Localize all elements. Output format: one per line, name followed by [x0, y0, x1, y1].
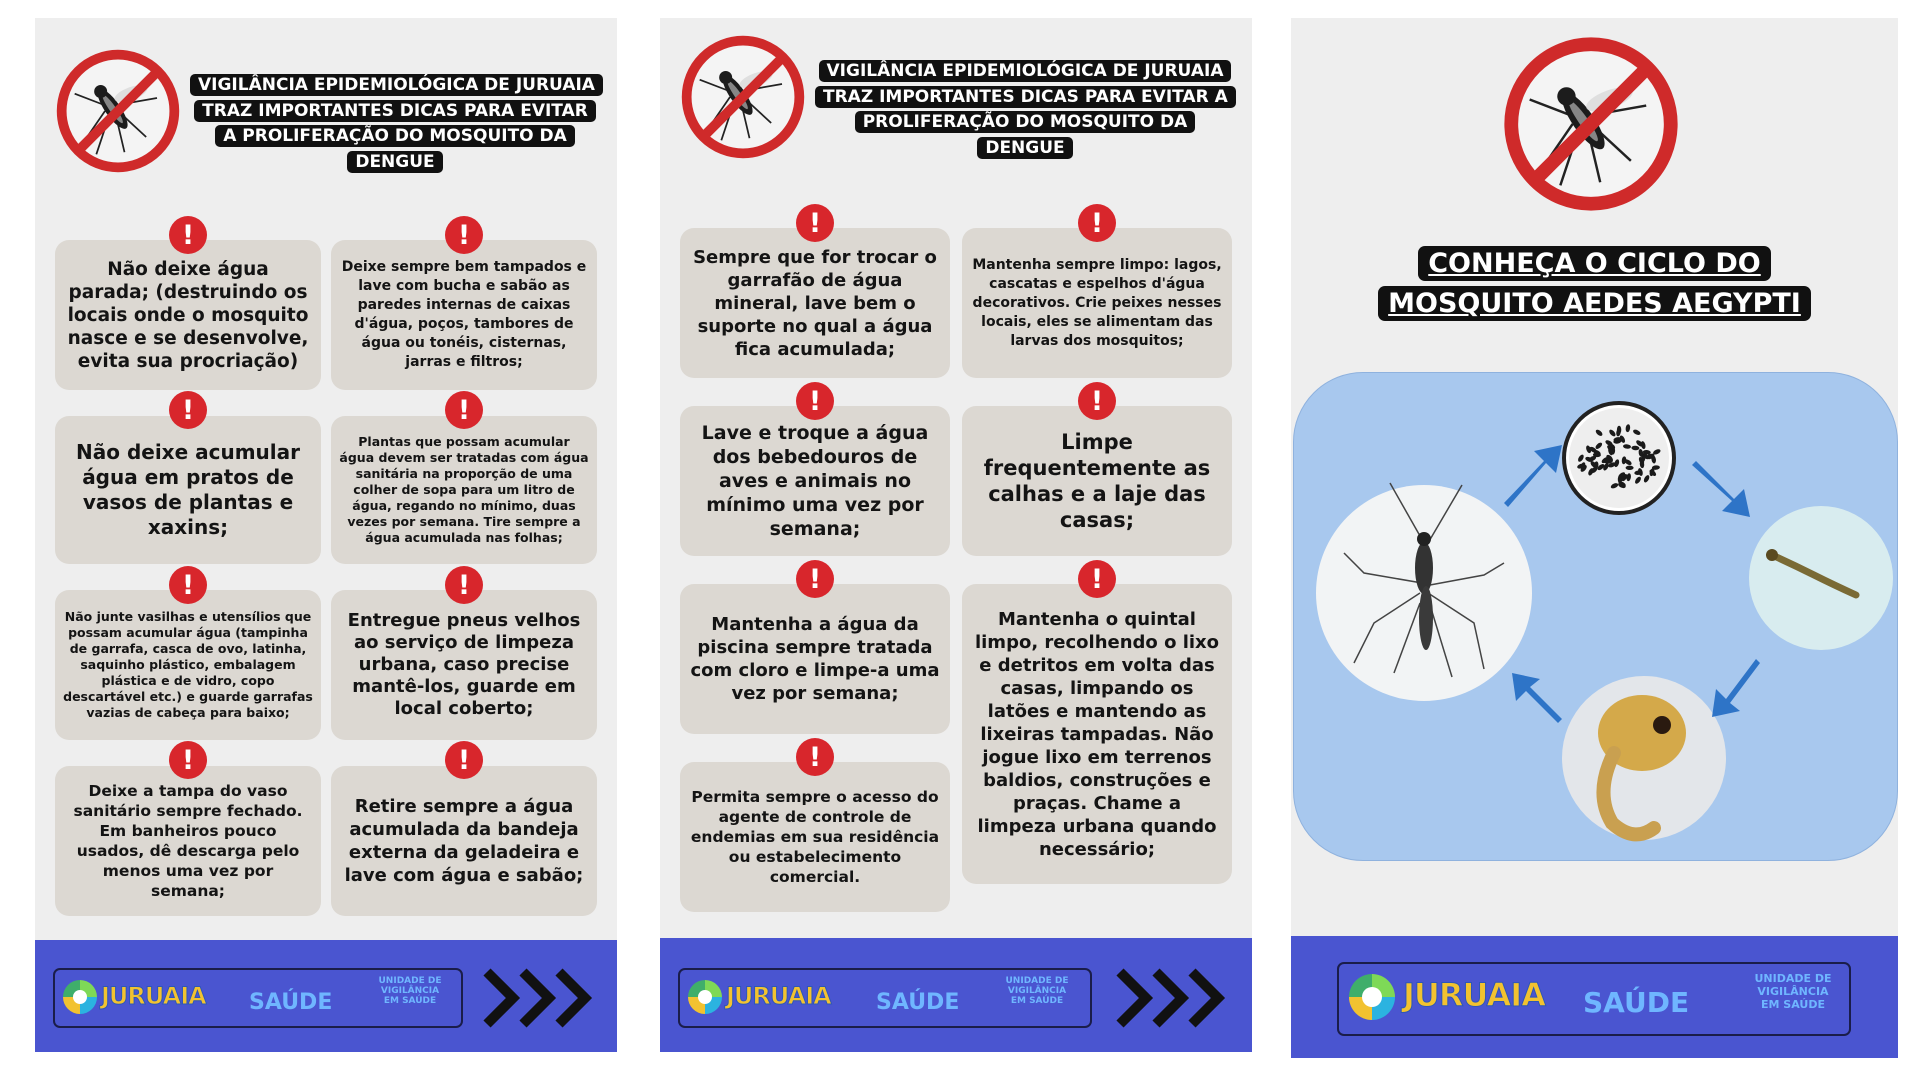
tip-card: Não junte vasilhas e utensílios que possam acumular água (tampinha de garrafa, casca de ovo, latinha, saquinho plástico, embalagem plástica e de vidro, copo descartável etc.) e guarde garrafas vazias de cabeça para baixo;: [55, 590, 321, 740]
egg-mark: [1617, 426, 1621, 434]
no-mosquito-icon: [678, 32, 808, 162]
alert-icon: !: [169, 216, 207, 254]
alert-icon: !: [796, 738, 834, 776]
saude-label: SAÚDE: [876, 990, 960, 1015]
tip-card: Deixe sempre bem tampados e lave com bucha e sabão as paredes internas de caixas d'água, poços, tambores de água ou tonéis, cisternas, jarras e filtros;: [331, 240, 597, 390]
tip-card: Mantenha o quintal limpo, recolhendo o lixo e detritos em volta das casas, limpando os latões e mantendo as lixeiras tampadas. Não jogue lixo em terrenos baldios, construções e praças. Chame a limpeza urbana quando necessário;: [962, 584, 1232, 884]
poster-title: VIGILÂNCIA EPIDEMIOLÓGICA DE JURUAIA TRAZ IMPORTANTES DICAS PARA EVITAR A PROLIFERAÇÃO DO MOSQUITO DA DENGUE: [815, 59, 1235, 161]
tip-card: Sempre que for trocar o garrafão de água mineral, lave bem o suporte no qual a água fica acumulada;: [680, 228, 950, 378]
alert-icon: !: [169, 566, 207, 604]
saude-label: SAÚDE: [1583, 986, 1690, 1019]
poster-panel-1: [35, 18, 617, 1052]
pupa-image: [1562, 676, 1726, 840]
poster-panel-3: [1291, 18, 1898, 1058]
juruaia-logo-icon: [63, 980, 97, 1014]
tip-card: Entregue pneus velhos ao serviço de limpeza urbana, caso precise mantê-los, guarde em local coberto;: [331, 590, 597, 740]
footer-bar: [660, 938, 1252, 1052]
cycle-title: CONHEÇA O CICLO DO MOSQUITO AEDES AEGYPTI: [1351, 244, 1838, 324]
juruaia-logo-icon: [688, 980, 722, 1014]
brand-name: JURUAIA: [1403, 976, 1545, 1014]
no-mosquito-icon: [1499, 32, 1683, 216]
alert-icon: !: [1078, 204, 1116, 242]
eggs-image: [1564, 403, 1674, 513]
footer-bar: [1291, 936, 1898, 1058]
brand-name: JURUAIA: [726, 982, 831, 1010]
alert-icon: !: [169, 741, 207, 779]
alert-icon: !: [1078, 382, 1116, 420]
egg-mark: [1626, 466, 1634, 470]
tip-card: Deixe a tampa do vaso sanitário sempre fechado. Em banheiros pouco usados, dê descarga pelo menos uma vez por semana;: [55, 766, 321, 916]
alert-icon: !: [445, 566, 483, 604]
tip-card: Não deixe água parada; (destruindo os locais onde o mosquito nasce e se desenvolve, evita sua procriação): [55, 240, 321, 390]
alert-icon: !: [445, 741, 483, 779]
unidade-label: UNIDADE DE VIGILÂNCIA EM SAÚDE: [378, 976, 442, 1006]
alert-icon: !: [169, 391, 207, 429]
unidade-label: UNIDADE DE VIGILÂNCIA EM SAÚDE: [1754, 972, 1832, 1011]
alert-icon: !: [445, 216, 483, 254]
juruaia-logo-icon: [1349, 974, 1395, 1020]
alert-icon: !: [796, 560, 834, 598]
alert-icon: !: [445, 391, 483, 429]
footer-logo-box: [678, 968, 1092, 1028]
tip-card: Permita sempre o acesso do agente de controle de endemias em sua residência ou estabelecimento comercial.: [680, 762, 950, 912]
tip-card: Mantenha sempre limpo: lagos, cascatas e espelhos d'água decorativos. Crie peixes nesses locais, eles se alimentam das larvas dos mosquitos;: [962, 228, 1232, 378]
tip-card: Lave e troque a água dos bebedouros de aves e animais no mínimo uma vez por semana;: [680, 406, 950, 556]
tip-card: Plantas que possam acumular água devem ser tratadas com água sanitária na proporção de uma colher de sopa para um litro de água, regando no mínimo, duas vezes por semana. Tire sempre a água acumulada nas folhas;: [331, 416, 597, 564]
life-cycle-diagram: [1293, 372, 1898, 861]
footer-bar: [35, 940, 617, 1052]
poster-title: VIGILÂNCIA EPIDEMIOLÓGICA DE JURUAIA TRAZ IMPORTANTES DICAS PARA EVITAR A PROLIFERAÇÃO DO MOSQUITO DA DENGUE: [190, 73, 600, 175]
brand-name: JURUAIA: [101, 982, 206, 1010]
tip-card: Retire sempre a água acumulada da bandeja externa da geladeira e lave com água e sabão;: [331, 766, 597, 916]
saude-label: SAÚDE: [249, 990, 333, 1015]
no-mosquito-icon: [53, 46, 183, 176]
tip-card: Não deixe acumular água em pratos de vasos de plantas e xaxins;: [55, 416, 321, 564]
footer-logo-box: [1337, 962, 1851, 1036]
chevrons-right-icon: [1116, 968, 1234, 1028]
unidade-label: UNIDADE DE VIGILÂNCIA EM SAÚDE: [1005, 976, 1069, 1006]
alert-icon: !: [1078, 560, 1116, 598]
adult-mosquito-image: [1316, 483, 1532, 701]
footer-logo-box: [53, 968, 463, 1028]
poster-panel-2: [660, 18, 1252, 1052]
tip-card: Limpe frequentemente as calhas e a laje das casas;: [962, 406, 1232, 556]
alert-icon: !: [796, 204, 834, 242]
alert-icon: !: [796, 382, 834, 420]
larva-image: [1749, 506, 1893, 650]
chevrons-right-icon: [483, 968, 601, 1028]
tip-card: Mantenha a água da piscina sempre tratada com cloro e limpe-a uma vez por semana;: [680, 584, 950, 734]
